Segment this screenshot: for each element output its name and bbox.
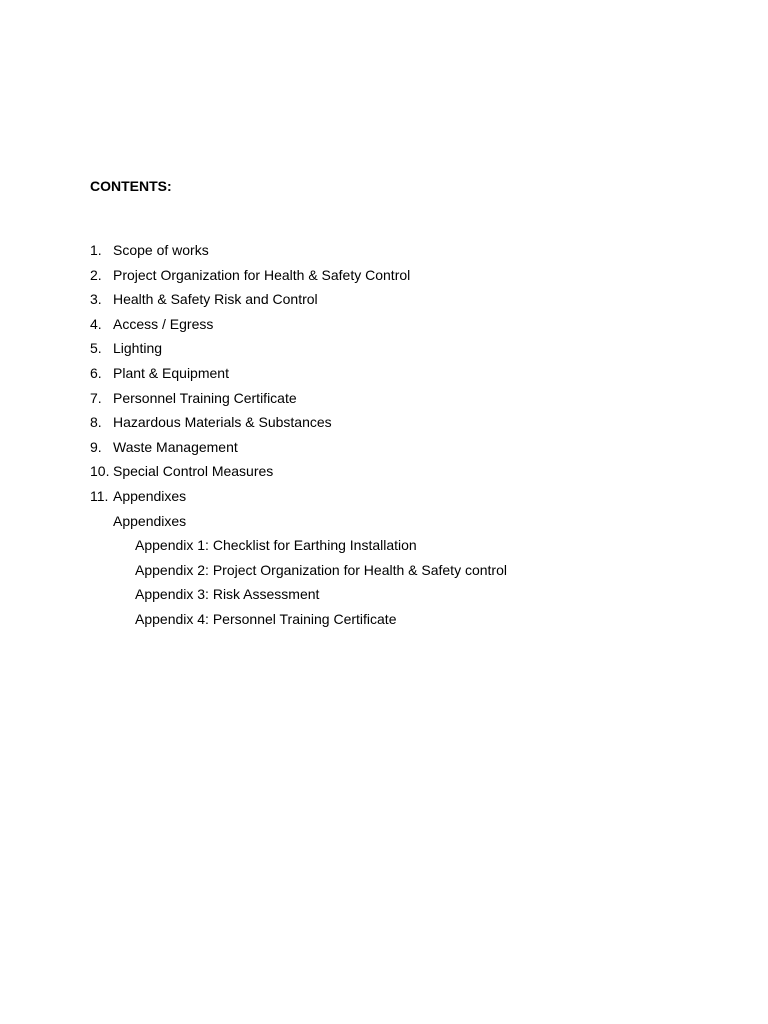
toc-item xyxy=(90,316,507,341)
table-of-contents xyxy=(90,242,507,636)
toc-item xyxy=(90,267,507,292)
appendixes-subheading: Appendixes xyxy=(113,512,187,529)
toc-item xyxy=(90,439,507,464)
toc-item xyxy=(90,488,507,513)
toc-item-label: Health & Safety Risk and Control xyxy=(113,291,318,308)
toc-item-label: Personnel Training Certificate xyxy=(113,389,297,406)
toc-item-label: Appendixes xyxy=(113,487,187,504)
toc-item xyxy=(90,340,507,365)
toc-item-number: 10. xyxy=(90,463,110,480)
toc-item xyxy=(90,242,507,267)
appendix-item: Appendix 3: Risk Assessment xyxy=(135,586,320,603)
toc-item-number: 1. xyxy=(90,242,102,258)
contents-heading: CONTENTS: xyxy=(90,178,172,194)
toc-item-number: 9. xyxy=(90,438,102,455)
toc-item-label: Access / Egress xyxy=(113,315,214,332)
toc-item xyxy=(90,463,507,488)
toc-item-number: 6. xyxy=(90,364,102,381)
toc-item xyxy=(90,414,507,439)
toc-item-label: Scope of works xyxy=(113,242,209,258)
appendix-item: Appendix 2: Project Organization for Health & Safety control xyxy=(135,561,507,578)
toc-item-number: 11. xyxy=(90,487,109,504)
toc-item-label: Plant & Equipment xyxy=(113,364,229,381)
appendix-item: Appendix 1: Checklist for Earthing Installation xyxy=(135,537,417,554)
toc-item-number: 7. xyxy=(90,389,102,406)
appendix-item: Appendix 4: Personnel Training Certificate xyxy=(135,610,397,627)
toc-item-label: Lighting xyxy=(113,340,163,357)
toc-item-label: Special Control Measures xyxy=(113,463,274,480)
toc-item-number: 3. xyxy=(90,291,102,308)
toc-item xyxy=(90,365,507,390)
toc-item-number: 5. xyxy=(90,340,102,357)
toc-item xyxy=(90,390,507,415)
toc-item xyxy=(90,291,507,316)
toc-item-label: Waste Management xyxy=(113,438,238,455)
toc-item-label: Hazardous Materials & Substances xyxy=(113,414,332,431)
toc-item-number: 2. xyxy=(90,266,102,283)
toc-item-number: 4. xyxy=(90,315,102,332)
toc-item-number: 8. xyxy=(90,414,102,431)
toc-item-label: Project Organization for Health & Safety Control xyxy=(113,266,411,283)
